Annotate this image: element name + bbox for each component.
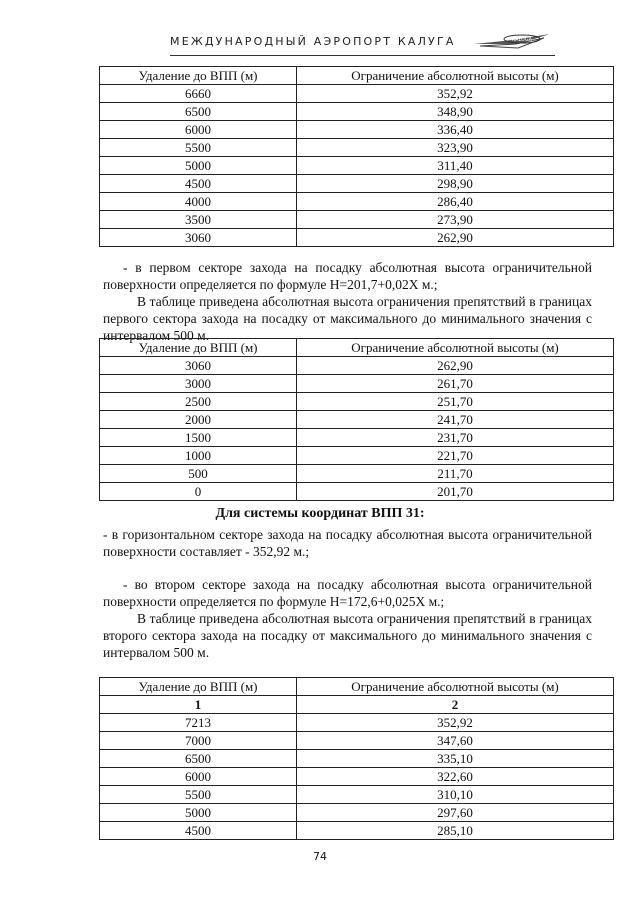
cell-altitude: 310,10 xyxy=(297,786,614,804)
cell-altitude: 221,70 xyxy=(297,447,614,465)
table-body xyxy=(100,714,614,840)
table-header-row xyxy=(100,678,614,696)
column-header-altitude: Ограничение абсолютной высоты (м) xyxy=(297,67,614,85)
cell-altitude: 262,90 xyxy=(297,229,614,247)
cell-distance: 3000 xyxy=(100,375,297,393)
cell-altitude: 261,70 xyxy=(297,375,614,393)
table-row xyxy=(100,103,614,121)
column-number-row xyxy=(100,696,614,714)
cell-distance: 4500 xyxy=(100,822,297,840)
table-row xyxy=(100,732,614,750)
table-row xyxy=(100,465,614,483)
cell-distance: 2000 xyxy=(100,411,297,429)
cell-distance: 6500 xyxy=(100,103,297,121)
table-row xyxy=(100,229,614,247)
cell-distance: 6000 xyxy=(100,121,297,139)
cell-altitude: 285,10 xyxy=(297,822,614,840)
cell-distance: 4500 xyxy=(100,175,297,193)
cell-distance: 1500 xyxy=(100,429,297,447)
column-header-distance: Удаление до ВПП (м) xyxy=(100,67,297,85)
logo-text: KALUGA xyxy=(511,37,533,43)
cell-altitude: 297,60 xyxy=(297,804,614,822)
table-row xyxy=(100,211,614,229)
cell-distance: 6660 xyxy=(100,85,297,103)
cell-distance: 3500 xyxy=(100,211,297,229)
column-header-altitude: Ограничение абсолютной высоты (м) xyxy=(297,678,614,696)
table-row xyxy=(100,822,614,840)
table-row xyxy=(100,193,614,211)
altitude-table-second-sector xyxy=(99,677,614,840)
airport-logo-icon xyxy=(472,30,552,54)
paragraph-text: В таблице приведена абсолютная высота ограничения препятствий в границах второго сектора захода на посадку от максимального до минимального значения с интервалом 500 м. xyxy=(103,611,592,660)
table-row xyxy=(100,121,614,139)
cell-altitude: 262,90 xyxy=(297,357,614,375)
table-row xyxy=(100,768,614,786)
page-header xyxy=(170,28,555,58)
altitude-table-first-sector xyxy=(99,338,614,501)
cell-altitude: 241,70 xyxy=(297,411,614,429)
cell-distance: 3060 xyxy=(100,229,297,247)
table-body xyxy=(100,357,614,501)
altitude-table-first xyxy=(99,66,614,247)
paragraph-text: - во втором секторе захода на посадку абсолютная высота ограничительной поверхности определяется по формуле H=172,6+0,025X м.; xyxy=(103,577,592,609)
table-row xyxy=(100,175,614,193)
cell-altitude: 335,10 xyxy=(297,750,614,768)
cell-distance: 4000 xyxy=(100,193,297,211)
page-number: 74 xyxy=(313,850,327,863)
cell-distance: 5000 xyxy=(100,157,297,175)
cell-altitude: 322,60 xyxy=(297,768,614,786)
table-row xyxy=(100,786,614,804)
table-row xyxy=(100,411,614,429)
table-row xyxy=(100,447,614,465)
cell-altitude: 352,92 xyxy=(297,85,614,103)
cell-distance: 6000 xyxy=(100,768,297,786)
cell-distance: 1000 xyxy=(100,447,297,465)
paragraph-first-sector xyxy=(103,259,592,293)
table-row xyxy=(100,357,614,375)
cell-altitude: 298,90 xyxy=(297,175,614,193)
cell-distance: 5500 xyxy=(100,786,297,804)
paragraph-second-sector xyxy=(103,576,592,610)
cell-altitude: 336,40 xyxy=(297,121,614,139)
cell-altitude: 352,92 xyxy=(297,714,614,732)
cell-altitude: 201,70 xyxy=(297,483,614,501)
cell-altitude: 251,70 xyxy=(297,393,614,411)
header-divider xyxy=(170,55,555,56)
column-header-distance: Удаление до ВПП (м) xyxy=(100,678,297,696)
cell-altitude: 211,70 xyxy=(297,465,614,483)
paragraph-text: - в горизонтальном секторе захода на посадку абсолютная высота ограничительной поверхности составляет - 352,92 м.; xyxy=(103,527,592,559)
cell-distance: 2500 xyxy=(100,393,297,411)
section-heading: Для системы координат ВПП 31: xyxy=(215,506,425,521)
paragraph-table-intro-first xyxy=(103,293,592,344)
cell-distance: 7213 xyxy=(100,714,297,732)
table-row xyxy=(100,750,614,768)
table-row xyxy=(100,714,614,732)
table-row xyxy=(100,483,614,501)
table-row xyxy=(100,157,614,175)
cell-distance: 7000 xyxy=(100,732,297,750)
paragraph-text: - в первом секторе захода на посадку абсолютная высота ограничительной поверхности определяется по формуле H=201,7+0,02X м.; xyxy=(103,260,592,292)
table-header-row xyxy=(100,67,614,85)
cell-altitude: 311,40 xyxy=(297,157,614,175)
cell-distance: 5000 xyxy=(100,804,297,822)
table-row xyxy=(100,375,614,393)
cell-altitude: 348,90 xyxy=(297,103,614,121)
header-title: МЕЖДУНАРОДНЫЙ АЭРОПОРТ КАЛУГА xyxy=(170,35,456,48)
table-row xyxy=(100,85,614,103)
cell-distance: 0 xyxy=(100,483,297,501)
table-row xyxy=(100,429,614,447)
table-header-row xyxy=(100,339,614,357)
column-header-altitude: Ограничение абсолютной высоты (м) xyxy=(297,339,614,357)
cell-distance: 6500 xyxy=(100,750,297,768)
paragraph-horizontal-sector xyxy=(103,526,592,560)
cell-altitude: 273,90 xyxy=(297,211,614,229)
table-row xyxy=(100,804,614,822)
table-row xyxy=(100,139,614,157)
cell-distance: 5500 xyxy=(100,139,297,157)
column-header-distance: Удаление до ВПП (м) xyxy=(100,339,297,357)
cell-altitude: 286,40 xyxy=(297,193,614,211)
cell-distance: 500 xyxy=(100,465,297,483)
column-number-2: 2 xyxy=(297,696,614,714)
paragraph-table-intro-second xyxy=(103,610,592,661)
cell-altitude: 231,70 xyxy=(297,429,614,447)
paragraph-text: В таблице приведена абсолютная высота ограничения препятствий в границах первого сектора захода на посадку от максимального до минимального значения с интервалом 500 м. xyxy=(103,294,592,343)
cell-distance: 3060 xyxy=(100,357,297,375)
table-body xyxy=(100,85,614,247)
cell-altitude: 323,90 xyxy=(297,139,614,157)
cell-altitude: 347,60 xyxy=(297,732,614,750)
table-row xyxy=(100,393,614,411)
column-number-1: 1 xyxy=(100,696,297,714)
